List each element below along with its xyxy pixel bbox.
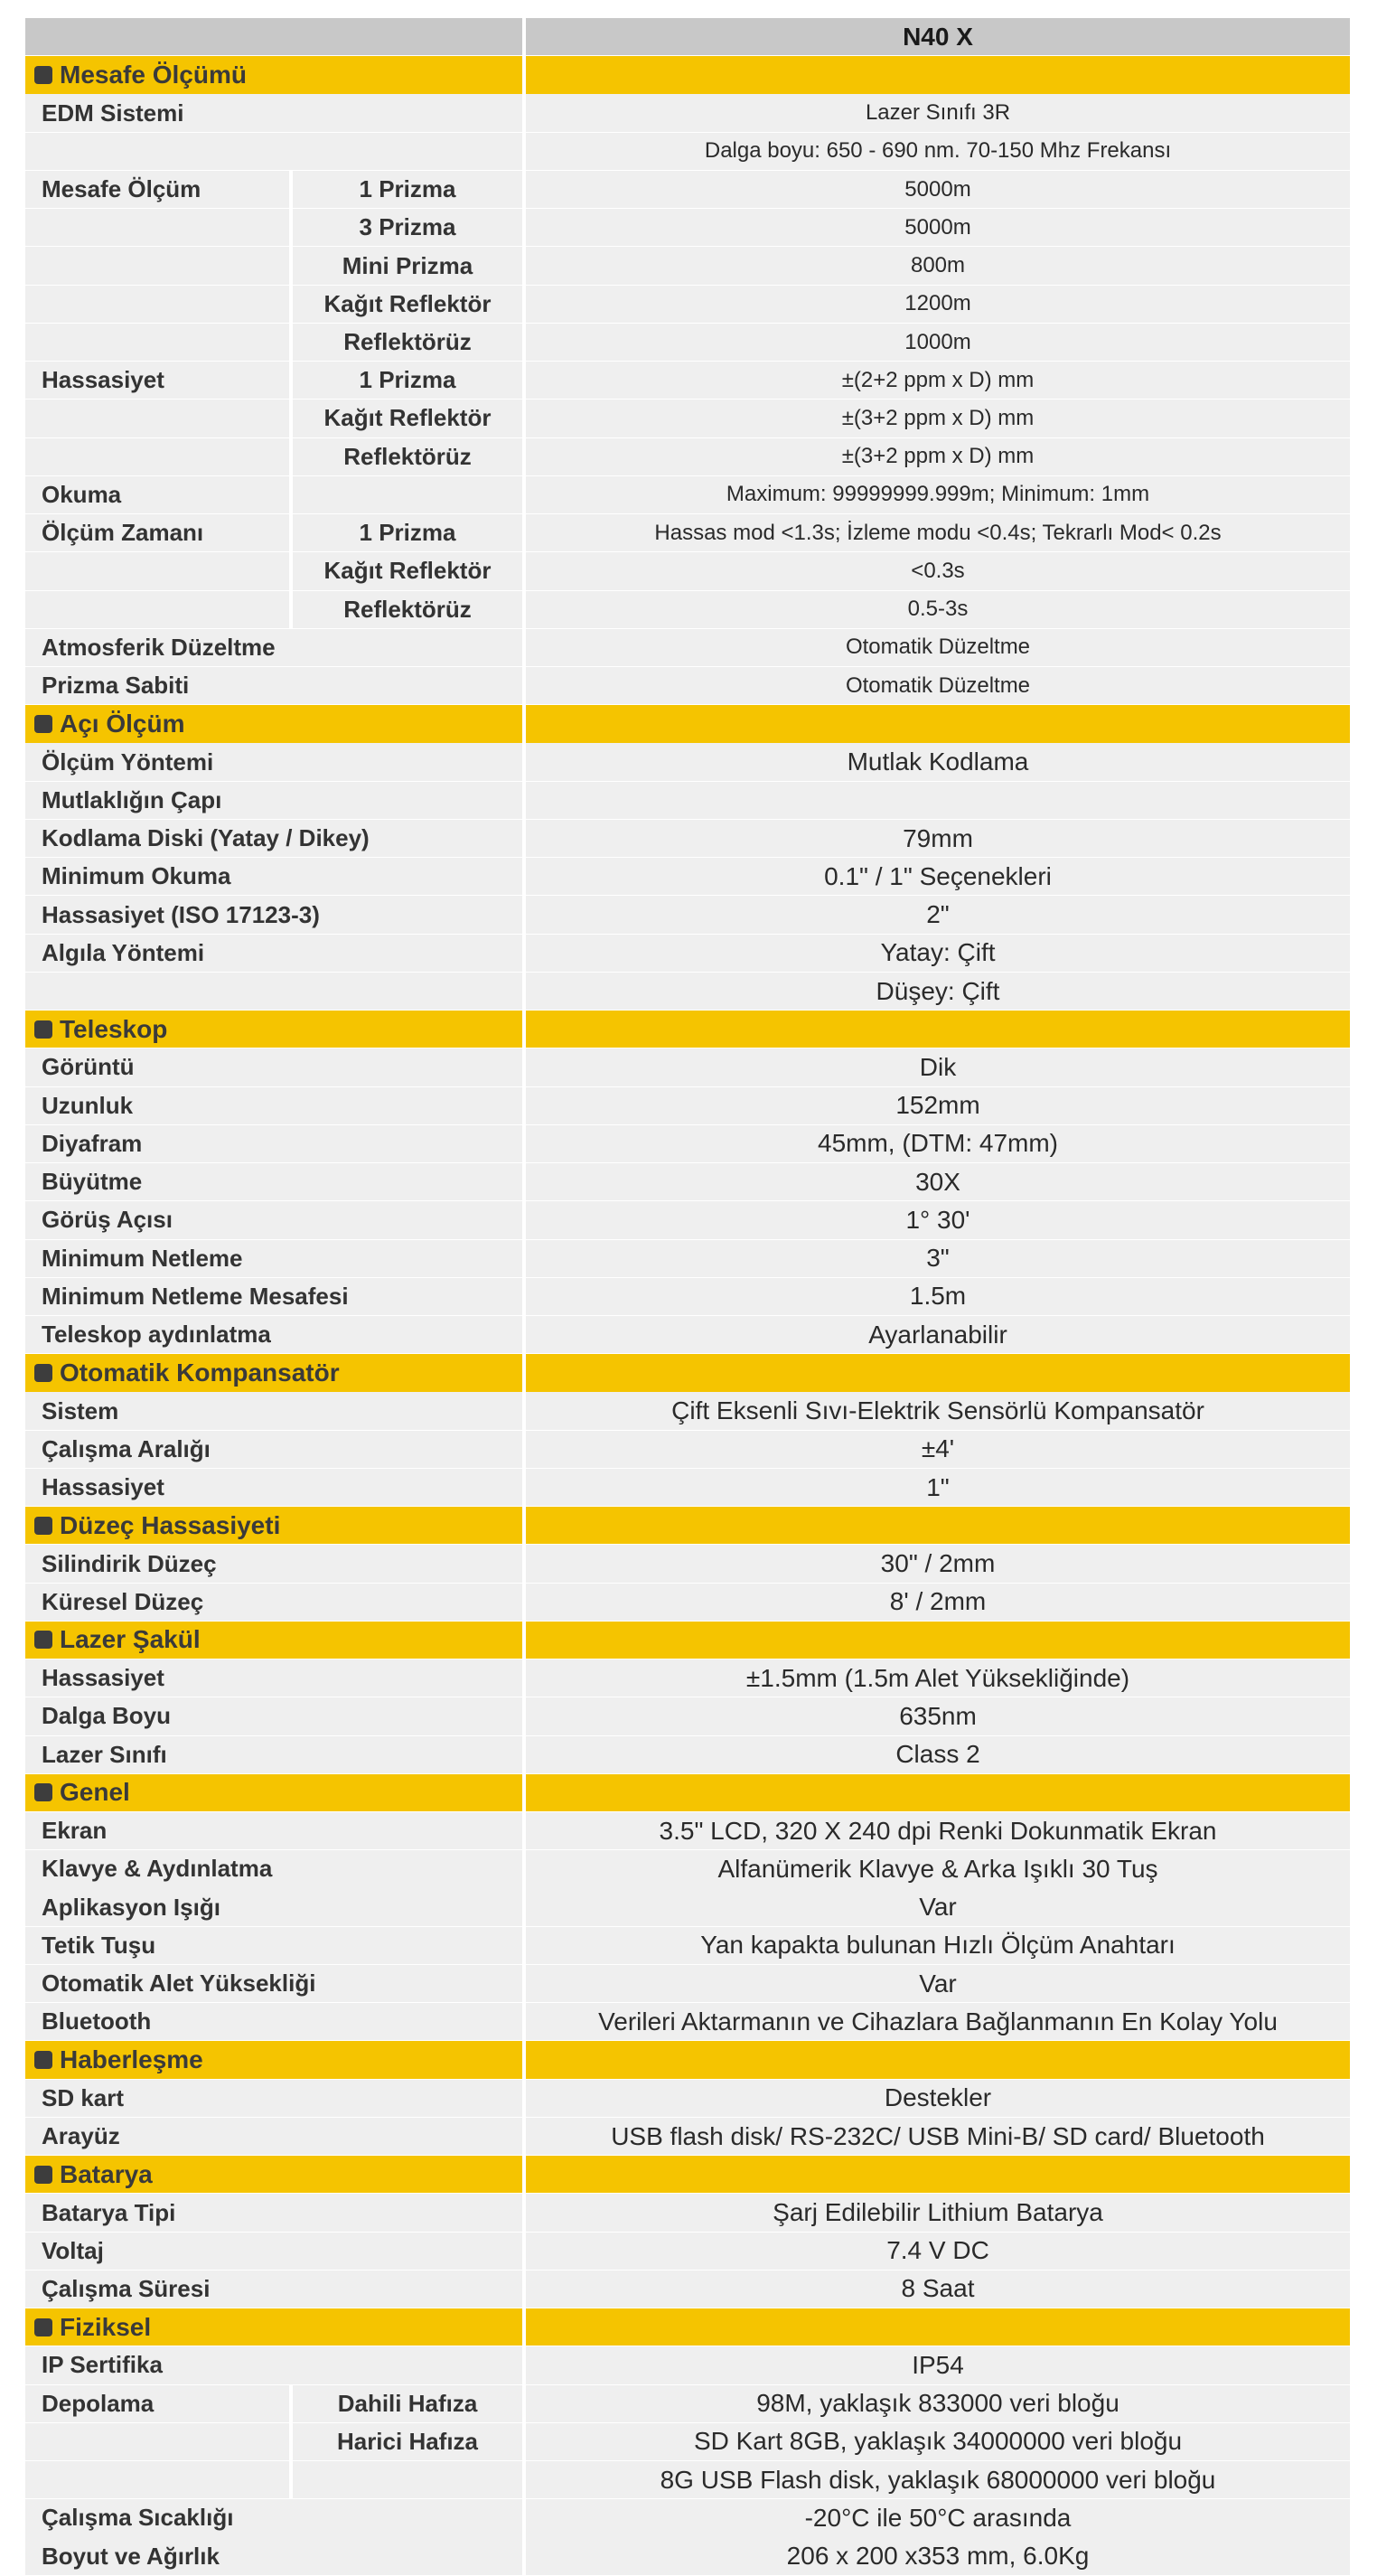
spec-value: 0.5-3s <box>526 591 1350 628</box>
spec-value: 30" / 2mm <box>526 1545 1350 1582</box>
spec-label: Prizma Sabiti <box>42 672 190 700</box>
spec-label: Görüntü <box>42 1053 135 1081</box>
spec-label-cell <box>25 1048 522 1086</box>
spec-label-cell <box>25 2003 522 2040</box>
spec-label-cell <box>25 400 522 437</box>
table-header <box>25 18 1350 55</box>
spec-sublabel: Reflektörüz <box>289 324 522 361</box>
spec-label-cell <box>25 476 522 513</box>
spec-row <box>25 1431 1350 1468</box>
spec-label-cell <box>25 1125 522 1162</box>
square-bullet-icon <box>34 1020 52 1039</box>
spec-label <box>25 247 289 284</box>
square-bullet-icon <box>34 1783 52 1801</box>
spec-row <box>25 438 1350 475</box>
spec-label-cell <box>25 2270 522 2308</box>
section-title: Haberleşme <box>60 2045 203 2074</box>
spec-value: 1.5m <box>526 1278 1350 1315</box>
spec-label: Büyütme <box>42 1168 143 1196</box>
spec-value: Yatay: Çift <box>526 935 1350 972</box>
spec-label-cell <box>25 1240 522 1277</box>
spec-value: ±1.5mm (1.5m Alet Yüksekliğinde) <box>526 1659 1350 1697</box>
spec-value: Var <box>526 1888 1350 1925</box>
spec-label-cell <box>25 1278 522 1315</box>
spec-label: Ölçüm Zamanı <box>42 519 204 547</box>
spec-sublabel: Reflektörüz <box>289 591 522 628</box>
spec-row <box>25 1125 1350 1162</box>
spec-row <box>25 2499 1350 2536</box>
spec-label-cell <box>25 1087 522 1124</box>
spec-label: Lazer Sınıfı <box>42 1740 167 1768</box>
spec-label: Voltaj <box>42 2236 104 2264</box>
spec-value: 8' / 2mm <box>526 1584 1350 1621</box>
section-title: Batarya <box>60 2159 153 2188</box>
section-title-cell <box>25 2308 522 2346</box>
spec-value: 8G USB Flash disk, yaklaşık 68000000 veri bloğu <box>526 2461 1350 2498</box>
spec-value: ±(3+2 ppm x D) mm <box>526 400 1350 437</box>
spec-label: Algıla Yöntemi <box>42 938 205 966</box>
section-title-cell <box>25 56 522 93</box>
spec-label-cell <box>25 94 522 131</box>
spec-value: 1" <box>526 1469 1350 1506</box>
spec-sublabel: Kağıt Reflektör <box>289 552 522 589</box>
section-title-cell <box>25 1011 522 1048</box>
spec-label-cell <box>25 438 522 475</box>
spec-label: Atmosferik Düzeltme <box>42 633 276 661</box>
spec-row <box>25 476 1350 513</box>
section-fill-cell <box>526 1507 1350 1544</box>
spec-row <box>25 1965 1350 2002</box>
spec-label: Aplikasyon Işığı <box>42 1893 220 1921</box>
spec-label-cell <box>25 171 522 208</box>
spec-row <box>25 1316 1350 1353</box>
spec-value: SD Kart 8GB, yaklaşık 34000000 veri bloğu <box>526 2423 1350 2460</box>
spec-sublabel: Dahili Hafıza <box>289 2385 522 2422</box>
spec-row <box>25 362 1350 399</box>
spec-row <box>25 1927 1350 1964</box>
spec-row <box>25 1278 1350 1315</box>
spec-value: Hassas mod <1.3s; İzleme modu <0.4s; Tekrarlı Mod< 0.2s <box>526 514 1350 551</box>
spec-row <box>25 171 1350 208</box>
spec-value: 98M, yaklaşık 833000 veri bloğu <box>526 2385 1350 2422</box>
spec-value: 0.1" / 1" Seçenekleri <box>526 858 1350 895</box>
section-header <box>25 1622 1350 1659</box>
spec-label: Çalışma Aralığı <box>42 1434 211 1462</box>
spec-label: Hassasiyet <box>42 1664 164 1692</box>
spec-label <box>25 591 289 628</box>
spec-row <box>25 591 1350 628</box>
spec-value: Maximum: 99999999.999m; Minimum: 1mm <box>526 476 1350 513</box>
spec-label-cell <box>25 1965 522 2002</box>
spec-label-cell <box>25 2346 522 2383</box>
spec-sublabel: Harici Hafıza <box>289 2423 522 2460</box>
spec-label-cell <box>25 1163 522 1200</box>
spec-label: Küresel Düzeç <box>42 1587 204 1615</box>
spec-value: 152mm <box>526 1087 1350 1124</box>
spec-label-cell <box>25 1545 522 1582</box>
spec-label-cell <box>25 2080 522 2117</box>
spec-row <box>25 667 1350 704</box>
section-title-cell <box>25 2041 522 2078</box>
square-bullet-icon <box>34 1517 52 1535</box>
spec-value: <0.3s <box>526 552 1350 589</box>
spec-label <box>25 209 289 246</box>
spec-label-cell <box>25 858 522 895</box>
spec-label-cell <box>25 1812 522 1849</box>
spec-row <box>25 1888 1350 1925</box>
spec-row <box>25 286 1350 323</box>
spec-row <box>25 324 1350 361</box>
spec-label-cell <box>25 286 522 323</box>
spec-label-cell <box>25 1927 522 1964</box>
section-fill-cell <box>526 1774 1350 1811</box>
spec-row <box>25 2118 1350 2155</box>
section-title: Teleskop <box>60 1014 168 1043</box>
spec-value: Alfanümerik Klavye & Arka Işıklı 30 Tuş <box>526 1850 1350 1887</box>
spec-value: 635nm <box>526 1697 1350 1735</box>
spec-label <box>25 324 289 361</box>
section-fill-cell <box>526 705 1350 742</box>
spec-value: 79mm <box>526 820 1350 857</box>
spec-value: 8 Saat <box>526 2270 1350 2308</box>
spec-label: Kodlama Diski (Yatay / Dikey) <box>42 824 370 852</box>
spec-row <box>25 1392 1350 1429</box>
spec-value: 206 x 200 x353 mm, 6.0Kg <box>526 2537 1350 2574</box>
spec-value: Otomatik Düzeltme <box>526 629 1350 666</box>
section-title-cell <box>25 1354 522 1391</box>
spec-row <box>25 1812 1350 1849</box>
header-blank-cell <box>25 18 522 55</box>
spec-row <box>25 935 1350 972</box>
square-bullet-icon <box>34 2051 52 2069</box>
spec-value: Mutlak Kodlama <box>526 743 1350 780</box>
square-bullet-icon <box>34 1631 52 1649</box>
spec-label <box>25 286 289 323</box>
spec-value: 30X <box>526 1163 1350 1200</box>
spec-sublabel: 3 Prizma <box>289 209 522 246</box>
spec-label-cell <box>25 1201 522 1238</box>
section-fill-cell <box>526 1011 1350 1048</box>
spec-label-cell <box>25 2385 522 2422</box>
spec-label: Mesafe Ölçüm <box>42 175 201 203</box>
spec-value: IP54 <box>526 2346 1350 2383</box>
spec-label-cell <box>25 629 522 666</box>
spec-value: Var <box>526 1965 1350 2002</box>
spec-row <box>25 1201 1350 1238</box>
section-fill-cell <box>526 2308 1350 2346</box>
spec-row <box>25 1659 1350 1697</box>
spec-label: Görüş Açısı <box>42 1206 173 1234</box>
spec-label: Sistem <box>42 1396 119 1424</box>
square-bullet-icon <box>34 1364 52 1382</box>
spec-row <box>25 1736 1350 1773</box>
spec-label: Bluetooth <box>42 2007 152 2035</box>
spec-label: EDM Sistemi <box>42 99 184 127</box>
spec-row <box>25 1048 1350 1086</box>
spec-label-cell <box>25 2194 522 2231</box>
spec-row <box>25 743 1350 780</box>
spec-label: Depolama <box>42 2389 155 2417</box>
section-title-cell <box>25 2156 522 2193</box>
spec-sublabel: Kağıt Reflektör <box>289 400 522 437</box>
spec-label <box>25 400 289 437</box>
spec-row <box>25 209 1350 246</box>
section-title: Fiziksel <box>60 2312 152 2341</box>
spec-label <box>25 2423 289 2460</box>
spec-label-cell <box>25 247 522 284</box>
spec-row <box>25 2385 1350 2422</box>
spec-value: Class 2 <box>526 1736 1350 1773</box>
spec-value: -20°C ile 50°C arasında <box>526 2499 1350 2536</box>
spec-label: Okuma <box>42 480 122 508</box>
spec-label: Teleskop aydınlatma <box>42 1321 271 1349</box>
spec-sublabel: Reflektörüz <box>289 438 522 475</box>
spec-row <box>25 2080 1350 2117</box>
spec-label: Çalışma Sıcaklığı <box>42 2504 234 2532</box>
spec-value: 1° 30' <box>526 1201 1350 1238</box>
spec-label: Ekran <box>42 1817 108 1845</box>
spec-value: 3.5" LCD, 320 X 240 dpi Renki Dokunmatik Ekran <box>526 1812 1350 1849</box>
spec-row <box>25 2194 1350 2231</box>
spec-value: Lazer Sınıfı 3R <box>526 94 1350 131</box>
spec-label-cell <box>25 1736 522 1773</box>
spec-row <box>25 2461 1350 2498</box>
spec-label <box>25 973 289 1010</box>
spec-value: Yan kapakta bulunan Hızlı Ölçüm Anahtarı <box>526 1927 1350 1964</box>
spec-row <box>25 2233 1350 2270</box>
spec-value: 5000m <box>526 209 1350 246</box>
section-title: Düzeç Hassasiyeti <box>60 1510 281 1539</box>
section-title: Açı Ölçüm <box>60 709 185 738</box>
spec-label-cell <box>25 1697 522 1735</box>
spec-label-cell <box>25 820 522 857</box>
spec-label: Boyut ve Ağırlık <box>42 2542 220 2570</box>
spec-row <box>25 1850 1350 1887</box>
square-bullet-icon <box>34 2166 52 2184</box>
spec-label: Arayüz <box>42 2122 120 2150</box>
spec-row <box>25 1697 1350 1735</box>
spec-row <box>25 1545 1350 1582</box>
spec-row <box>25 1163 1350 1200</box>
spec-sublabel: Mini Prizma <box>289 247 522 284</box>
square-bullet-icon <box>34 2318 52 2336</box>
spec-label: Mutlaklığın Çapı <box>42 785 222 813</box>
section-title: Mesafe Ölçümü <box>60 60 247 89</box>
spec-label: Minimum Netleme <box>42 1244 243 1272</box>
section-fill-cell <box>526 56 1350 93</box>
spec-row <box>25 820 1350 857</box>
spec-row <box>25 2346 1350 2383</box>
spec-value: 2" <box>526 896 1350 933</box>
spec-row <box>25 1240 1350 1277</box>
section-title: Genel <box>60 1778 130 1807</box>
spec-value: USB flash disk/ RS-232C/ USB Mini-B/ SD card/ Bluetooth <box>526 2118 1350 2155</box>
spec-value <box>526 782 1350 819</box>
spec-label-cell <box>25 1392 522 1429</box>
spec-label: Ölçüm Yöntemi <box>42 747 214 776</box>
section-title: Lazer Şakül <box>60 1625 201 1654</box>
spec-label: Dalga Boyu <box>42 1702 172 1730</box>
section-header <box>25 2156 1350 2193</box>
spec-value: ±(2+2 ppm x D) mm <box>526 362 1350 399</box>
spec-label-cell <box>25 2461 522 2498</box>
spec-label-cell <box>25 935 522 972</box>
spec-label: Diyafram <box>42 1129 143 1157</box>
section-fill-cell <box>526 2156 1350 2193</box>
section-header <box>25 1774 1350 1811</box>
section-title: Otomatik Kompansatör <box>60 1358 340 1387</box>
spec-value: Şarj Edilebilir Lithium Batarya <box>526 2194 1350 2231</box>
spec-label-cell <box>25 362 522 399</box>
spec-label-cell <box>25 1888 522 1925</box>
spec-row <box>25 2537 1350 2574</box>
spec-value: 1000m <box>526 324 1350 361</box>
spec-value: Dik <box>526 1048 1350 1086</box>
spec-value: ±4' <box>526 1431 1350 1468</box>
spec-row <box>25 629 1350 666</box>
spec-value: Düşey: Çift <box>526 973 1350 1010</box>
model-name: N40 X <box>526 18 1350 55</box>
section-title-cell <box>25 705 522 742</box>
spec-value: 1200m <box>526 286 1350 323</box>
spec-label-cell <box>25 514 522 551</box>
spec-label-cell <box>25 209 522 246</box>
section-header <box>25 56 1350 93</box>
section-fill-cell <box>526 1354 1350 1391</box>
spec-sublabel: 1 Prizma <box>289 514 522 551</box>
spec-value: Destekler <box>526 2080 1350 2117</box>
spec-row <box>25 2003 1350 2040</box>
spec-value: Ayarlanabilir <box>526 1316 1350 1353</box>
section-header <box>25 2041 1350 2078</box>
spec-label: Uzunluk <box>42 1091 134 1119</box>
spec-row <box>25 973 1350 1010</box>
section-title-cell <box>25 1507 522 1544</box>
spec-value: 7.4 V DC <box>526 2233 1350 2270</box>
spec-label <box>25 133 289 170</box>
spec-row <box>25 896 1350 933</box>
spec-label <box>25 2461 289 2498</box>
spec-label-cell <box>25 667 522 704</box>
spec-label: Hassasiyet (ISO 17123-3) <box>42 900 320 928</box>
spec-label-cell <box>25 973 522 1010</box>
spec-row <box>25 400 1350 437</box>
spec-label-cell <box>25 782 522 819</box>
spec-label: Hassasiyet <box>42 366 164 394</box>
spec-row <box>25 552 1350 589</box>
section-header <box>25 2308 1350 2346</box>
spec-label: Otomatik Alet Yüksekliği <box>42 1970 316 1998</box>
spec-label-cell <box>25 552 522 589</box>
spec-row <box>25 782 1350 819</box>
spec-rows <box>25 56 1350 2575</box>
square-bullet-icon <box>34 715 52 733</box>
spec-label-cell <box>25 2118 522 2155</box>
section-header <box>25 1354 1350 1391</box>
spec-value: Çift Eksenli Sıvı-Elektrik Sensörlü Kompansatör <box>526 1392 1350 1429</box>
spec-row <box>25 1469 1350 1506</box>
section-fill-cell <box>526 2041 1350 2078</box>
spec-label-cell <box>25 1584 522 1621</box>
section-header <box>25 705 1350 742</box>
spec-label-cell <box>25 133 522 170</box>
spec-value: 5000m <box>526 171 1350 208</box>
spec-row <box>25 514 1350 551</box>
spec-sublabel: 1 Prizma <box>289 171 522 208</box>
spec-label-cell <box>25 743 522 780</box>
spec-value: Otomatik Düzeltme <box>526 667 1350 704</box>
spec-value: ±(3+2 ppm x D) mm <box>526 438 1350 475</box>
spec-label-cell <box>25 896 522 933</box>
spec-row <box>25 1584 1350 1621</box>
spec-row <box>25 1087 1350 1124</box>
spec-label <box>25 552 289 589</box>
spec-label-cell <box>25 324 522 361</box>
section-header <box>25 1011 1350 1048</box>
spec-sublabel: Kağıt Reflektör <box>289 286 522 323</box>
section-title-cell <box>25 1622 522 1659</box>
spec-label-cell <box>25 2423 522 2460</box>
spec-label-cell <box>25 1659 522 1697</box>
spec-value: 800m <box>526 247 1350 284</box>
spec-row <box>25 858 1350 895</box>
spec-value: 3" <box>526 1240 1350 1277</box>
spec-label-cell <box>25 591 522 628</box>
spec-label: Tetik Tuşu <box>42 1931 156 1959</box>
spec-row <box>25 133 1350 170</box>
spec-label-cell <box>25 1316 522 1353</box>
section-fill-cell <box>526 1622 1350 1659</box>
spec-value: 45mm, (DTM: 47mm) <box>526 1125 1350 1162</box>
section-header <box>25 1507 1350 1544</box>
spec-label: Klavye & Aydınlatma <box>42 1855 273 1883</box>
spec-label: Minimum Netleme Mesafesi <box>42 1282 349 1310</box>
spec-label-cell <box>25 1431 522 1468</box>
spec-value: Dalga boyu: 650 - 690 nm. 70-150 Mhz Frekansı <box>526 133 1350 170</box>
spec-sublabel <box>289 476 522 513</box>
square-bullet-icon <box>34 66 52 84</box>
spec-label: Hassasiyet <box>42 1473 164 1501</box>
spec-label-cell <box>25 2499 522 2536</box>
spec-label-cell <box>25 1469 522 1506</box>
spec-sublabel: 1 Prizma <box>289 362 522 399</box>
section-title-cell <box>25 1774 522 1811</box>
spec-label-cell <box>25 2233 522 2270</box>
spec-label: Çalışma Süresi <box>42 2274 211 2302</box>
spec-label-cell <box>25 1850 522 1887</box>
spec-row <box>25 94 1350 131</box>
spec-sublabel <box>289 2461 522 2498</box>
spec-label: SD kart <box>42 2083 125 2111</box>
spec-value: Verileri Aktarmanın ve Cihazlara Bağlanmanın En Kolay Yolu <box>526 2003 1350 2040</box>
spec-label <box>25 438 289 475</box>
spec-row <box>25 2423 1350 2460</box>
spec-row <box>25 247 1350 284</box>
spec-label-cell <box>25 2537 522 2574</box>
spec-label: Minimum Okuma <box>42 862 231 890</box>
spec-label: Batarya Tipi <box>42 2198 176 2226</box>
spec-label: IP Sertifika <box>42 2351 163 2379</box>
spec-label: Silindirik Düzeç <box>42 1549 217 1577</box>
spec-row <box>25 2270 1350 2308</box>
spec-table <box>25 18 1350 2576</box>
